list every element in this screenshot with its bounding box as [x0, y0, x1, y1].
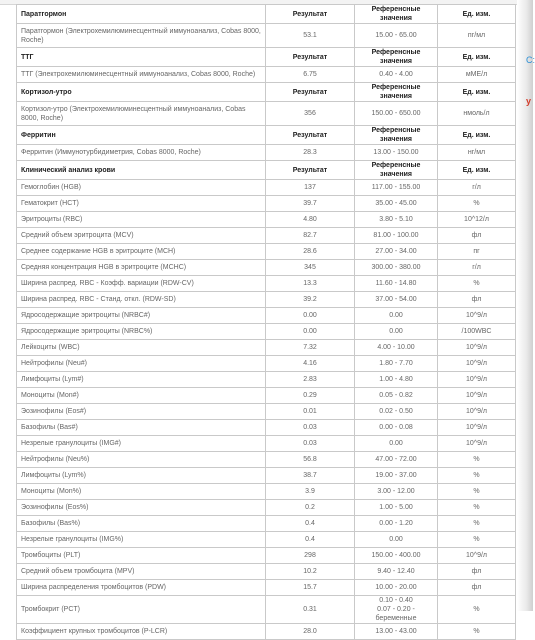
page-edge-shadow [517, 0, 533, 611]
result-value: 0.31 [266, 596, 355, 624]
result-value: 56.8 [266, 452, 355, 468]
unit-column-header: Ед. изм. [438, 126, 516, 145]
unit: /100WBC [438, 324, 516, 340]
test-name: Базофилы (Bas%) [17, 516, 266, 532]
unit-column-header: Ед. изм. [438, 161, 516, 180]
test-name: Ферритин (Иммунотурбидиметрия, Cobas 8000, Roche) [17, 145, 266, 161]
unit-column-header: Ед. изм. [438, 5, 516, 24]
result-column-header: Результат [266, 5, 355, 24]
reference-range: 47.00 - 72.00 [355, 452, 438, 468]
result-value: 0.2 [266, 500, 355, 516]
reference-range: 1.00 - 4.80 [355, 372, 438, 388]
table-row [17, 500, 516, 516]
result-value: 6.75 [266, 67, 355, 83]
reference-range: 0.05 - 0.82 [355, 388, 438, 404]
test-name: Нейтрофилы (Neu#) [17, 356, 266, 372]
reference-column-header: Референсные значения [355, 161, 438, 180]
table-row [17, 516, 516, 532]
unit: % [438, 532, 516, 548]
results-table [16, 4, 516, 640]
reference-column-header: Референсные значения [355, 126, 438, 145]
unit: 10^9/л [438, 420, 516, 436]
test-name: Базофилы (Bas#) [17, 420, 266, 436]
result-value: 137 [266, 180, 355, 196]
table-row [17, 102, 516, 126]
result-value: 0.00 [266, 324, 355, 340]
table-row [17, 372, 516, 388]
table-row [17, 484, 516, 500]
test-name: Нейтрофилы (Neu%) [17, 452, 266, 468]
section-title: Клинический анализ крови [17, 161, 266, 180]
unit: % [438, 624, 516, 640]
unit: % [438, 276, 516, 292]
reference-range: 150.00 - 400.00 [355, 548, 438, 564]
test-name: Средняя концентрация HGB в эритроците (MCHC) [17, 260, 266, 276]
table-row [17, 452, 516, 468]
reference-range: 9.40 - 12.40 [355, 564, 438, 580]
table-row [17, 260, 516, 276]
test-name: Ширина распределения тромбоцитов (PDW) [17, 580, 266, 596]
reference-range: 117.00 - 155.00 [355, 180, 438, 196]
table-row [17, 388, 516, 404]
result-column-header: Результат [266, 48, 355, 67]
unit: 10^12/л [438, 212, 516, 228]
reference-column-header: Референсные значения [355, 5, 438, 24]
reference-range: 10.00 - 20.00 [355, 580, 438, 596]
result-value: 0.03 [266, 420, 355, 436]
reference-range: 27.00 - 34.00 [355, 244, 438, 260]
reference-range: 0.00 [355, 436, 438, 452]
result-value: 39.7 [266, 196, 355, 212]
unit: 10^9/л [438, 356, 516, 372]
reference-range: 13.00 - 43.00 [355, 624, 438, 640]
reference-range: 0.00 [355, 324, 438, 340]
result-value: 2.83 [266, 372, 355, 388]
result-value: 3.9 [266, 484, 355, 500]
test-name: Эритроциты (RBC) [17, 212, 266, 228]
test-name: Лейкоциты (WBC) [17, 340, 266, 356]
section-header-row [17, 5, 516, 24]
table-row [17, 596, 516, 624]
test-name: Гематокрит (HCT) [17, 196, 266, 212]
result-value: 39.2 [266, 292, 355, 308]
table-row [17, 228, 516, 244]
test-name: Лимфоциты (Lym#) [17, 372, 266, 388]
reference-range: 0.00 [355, 532, 438, 548]
test-name: Лимфоциты (Lym%) [17, 468, 266, 484]
section-header-row [17, 48, 516, 67]
table-row [17, 244, 516, 260]
table-row [17, 340, 516, 356]
result-value: 28.0 [266, 624, 355, 640]
test-name: Паратгормон (Электрохемилюминесцентный иммуноанализ, Cobas 8000, Roche) [17, 24, 266, 48]
table-row [17, 180, 516, 196]
reference-range: 1.00 - 5.00 [355, 500, 438, 516]
reference-column-header: Референсные значения [355, 48, 438, 67]
test-name: Ядросодержащие эритроциты (NRBC%) [17, 324, 266, 340]
table-row [17, 404, 516, 420]
result-value: 7.32 [266, 340, 355, 356]
reference-range: 0.00 - 0.08 [355, 420, 438, 436]
reference-range-line: 0.07 - 0.20 - беременные [375, 606, 417, 622]
test-name: ТТГ (Электрохемилюминесцентный иммуноанализ, Cobas 8000, Roche) [17, 67, 266, 83]
test-name: Ядросодержащие эритроциты (NRBC#) [17, 308, 266, 324]
result-value: 13.3 [266, 276, 355, 292]
right-edge-link-fragment[interactable]: С: [526, 55, 535, 65]
reference-range: 1.80 - 7.70 [355, 356, 438, 372]
test-name: Средний объем тромбоцита (MPV) [17, 564, 266, 580]
reference-range: 35.00 - 45.00 [355, 196, 438, 212]
result-value: 0.00 [266, 308, 355, 324]
unit: пг [438, 244, 516, 260]
test-name: Тромбоциты (PLT) [17, 548, 266, 564]
unit: г/л [438, 180, 516, 196]
table-row [17, 420, 516, 436]
unit: 10^9/л [438, 548, 516, 564]
test-name: Незрелые гранулоциты (IMG#) [17, 436, 266, 452]
table-row [17, 196, 516, 212]
test-name: Кортизол-утро (Электрохемилюминесцентный иммуноанализ, Cobas 8000, Roche) [17, 102, 266, 126]
result-column-header: Результат [266, 83, 355, 102]
table-row [17, 564, 516, 580]
reference-range: 0.00 - 1.20 [355, 516, 438, 532]
unit: % [438, 196, 516, 212]
section-header-row [17, 126, 516, 145]
result-column-header: Результат [266, 126, 355, 145]
reference-range: 37.00 - 54.00 [355, 292, 438, 308]
unit: нмоль/л [438, 102, 516, 126]
reference-column-header: Референсные значения [355, 83, 438, 102]
test-name: Тромбокрит (PCT) [17, 596, 266, 624]
unit: 10^9/л [438, 404, 516, 420]
unit: % [438, 484, 516, 500]
reference-range [355, 596, 438, 624]
result-value: 15.7 [266, 580, 355, 596]
section-title: Ферритин [17, 126, 266, 145]
unit-column-header: Ед. изм. [438, 83, 516, 102]
unit: г/л [438, 260, 516, 276]
table-row [17, 356, 516, 372]
test-name: Гемоглобин (HGB) [17, 180, 266, 196]
result-value: 53.1 [266, 24, 355, 48]
test-name: Моноциты (Mon%) [17, 484, 266, 500]
result-value: 0.4 [266, 532, 355, 548]
table-row [17, 624, 516, 640]
result-value: 0.29 [266, 388, 355, 404]
test-name: Коэффициент крупных тромбоцитов (P-LCR) [17, 624, 266, 640]
result-value: 4.16 [266, 356, 355, 372]
unit: % [438, 452, 516, 468]
test-name: Моноциты (Mon#) [17, 388, 266, 404]
unit: 10^9/л [438, 372, 516, 388]
table-row [17, 324, 516, 340]
unit: фл [438, 580, 516, 596]
table-row [17, 532, 516, 548]
unit: % [438, 500, 516, 516]
section-title: Паратгормон [17, 5, 266, 24]
reference-range: 81.00 - 100.00 [355, 228, 438, 244]
reference-range: 4.00 - 10.00 [355, 340, 438, 356]
reference-range: 3.00 - 12.00 [355, 484, 438, 500]
section-header-row [17, 161, 516, 180]
test-name: Средний объем эритроцита (MCV) [17, 228, 266, 244]
test-name: Среднее содержание HGB в эритроците (MCH) [17, 244, 266, 260]
unit: пг/мл [438, 24, 516, 48]
table-row [17, 145, 516, 161]
unit: фл [438, 228, 516, 244]
reference-range: 3.80 - 5.10 [355, 212, 438, 228]
result-value: 0.01 [266, 404, 355, 420]
unit: мМЕ/л [438, 67, 516, 83]
unit: нг/мл [438, 145, 516, 161]
table-row [17, 468, 516, 484]
unit: фл [438, 564, 516, 580]
reference-range: 0.40 - 4.00 [355, 67, 438, 83]
section-header-row [17, 83, 516, 102]
test-name: Эозинофилы (Eos#) [17, 404, 266, 420]
result-value: 38.7 [266, 468, 355, 484]
unit-column-header: Ед. изм. [438, 48, 516, 67]
table-row [17, 24, 516, 48]
unit: 10^9/л [438, 308, 516, 324]
result-value: 345 [266, 260, 355, 276]
reference-range: 19.00 - 37.00 [355, 468, 438, 484]
table-row [17, 308, 516, 324]
table-row [17, 292, 516, 308]
reference-range-line: 0.10 - 0.40 [379, 597, 413, 604]
unit: % [438, 596, 516, 624]
result-value: 82.7 [266, 228, 355, 244]
unit: % [438, 516, 516, 532]
right-edge-red-fragment: у [526, 96, 532, 106]
result-value: 0.4 [266, 516, 355, 532]
unit: % [438, 468, 516, 484]
unit: фл [438, 292, 516, 308]
reference-range: 300.00 - 380.00 [355, 260, 438, 276]
section-title: Кортизол-утро [17, 83, 266, 102]
result-value: 28.6 [266, 244, 355, 260]
reference-range: 15.00 - 65.00 [355, 24, 438, 48]
table-row [17, 436, 516, 452]
reference-range: 150.00 - 650.00 [355, 102, 438, 126]
test-name: Эозинофилы (Eos%) [17, 500, 266, 516]
table-row [17, 548, 516, 564]
section-title: ТТГ [17, 48, 266, 67]
result-column-header: Результат [266, 161, 355, 180]
test-name: Ширина распред. RBC - Коэфф. вариации (RDW-CV) [17, 276, 266, 292]
test-name: Ширина распред. RBC - Станд. откл. (RDW-SD) [17, 292, 266, 308]
test-name: Незрелые гранулоциты (IMG%) [17, 532, 266, 548]
result-value: 356 [266, 102, 355, 126]
unit: 10^9/л [438, 388, 516, 404]
result-value: 28.3 [266, 145, 355, 161]
table-row [17, 212, 516, 228]
reference-range: 11.60 - 14.80 [355, 276, 438, 292]
table-row [17, 67, 516, 83]
result-value: 4.80 [266, 212, 355, 228]
result-value: 10.2 [266, 564, 355, 580]
table-row [17, 580, 516, 596]
result-value: 298 [266, 548, 355, 564]
result-value: 0.03 [266, 436, 355, 452]
unit: 10^9/л [438, 340, 516, 356]
reference-range: 0.02 - 0.50 [355, 404, 438, 420]
reference-range: 13.00 - 150.00 [355, 145, 438, 161]
reference-range: 0.00 [355, 308, 438, 324]
table-row [17, 276, 516, 292]
unit: 10^9/л [438, 436, 516, 452]
